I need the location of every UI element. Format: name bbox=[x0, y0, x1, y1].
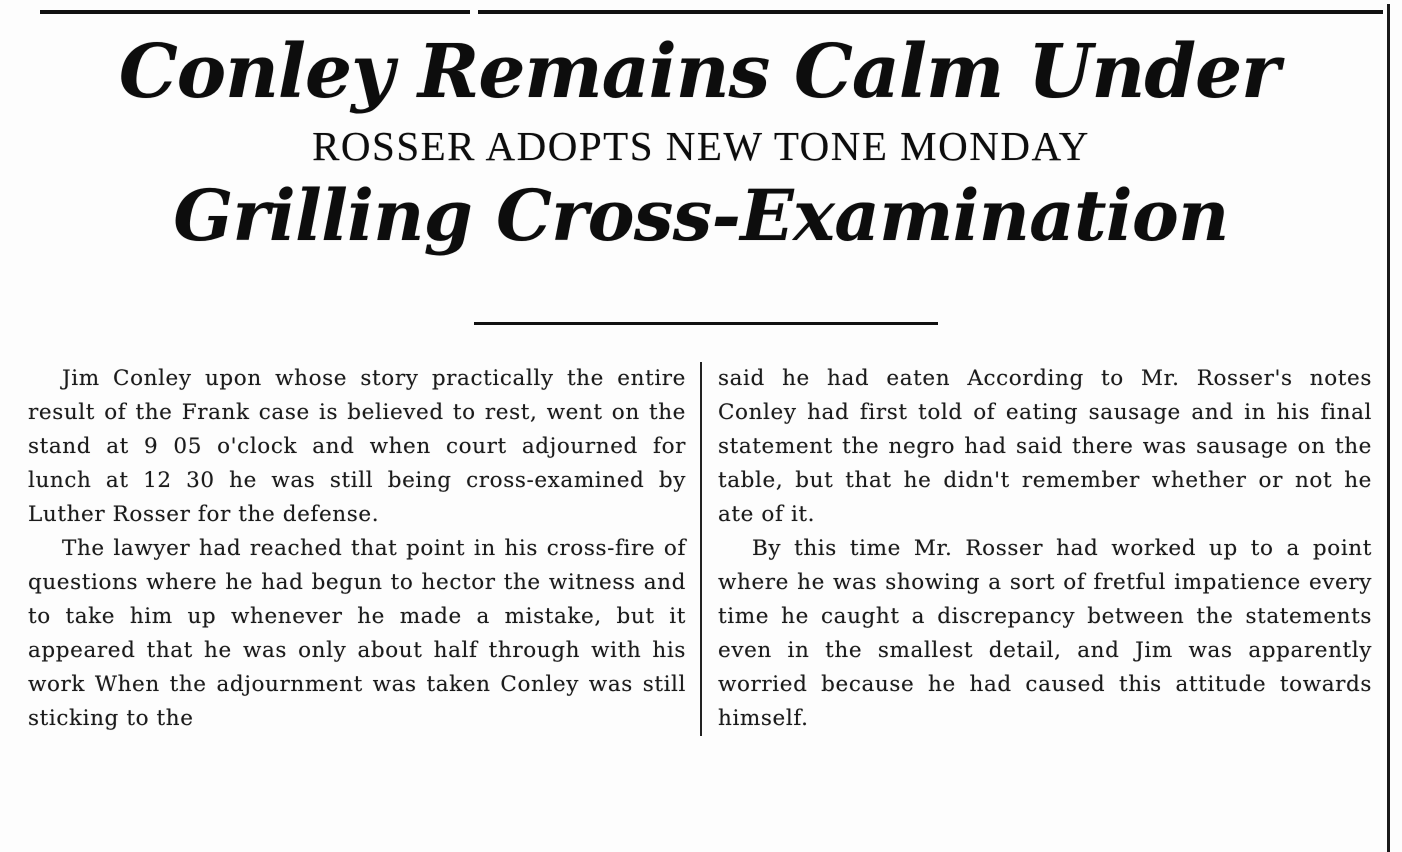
article-columns bbox=[28, 362, 1376, 736]
headline-line-1: Conley Remains Calm Under bbox=[118, 29, 1280, 115]
paragraph bbox=[28, 362, 686, 532]
headline-divider-rule bbox=[474, 322, 938, 325]
article-column-right bbox=[700, 362, 1372, 736]
subheadline: ROSSER ADOPTS NEW TONE MONDAY bbox=[312, 123, 1090, 169]
paragraph bbox=[718, 532, 1372, 736]
paragraph-text: said he had eaten According to Mr. Rosser's notes Conley had first told of eating sausage and in his final statement the negro had said there was sausage on the table, but that he didn't remember whether or not he ate of it. bbox=[718, 366, 1372, 527]
paragraph bbox=[28, 532, 686, 736]
article-column-left bbox=[28, 362, 700, 736]
paragraph bbox=[718, 362, 1372, 532]
headline-line-2: Grilling Cross-Examination bbox=[173, 174, 1229, 257]
headline-block bbox=[0, 30, 1402, 256]
paragraph-text: Jim Conley upon whose story practically the entire result of the Frank case is believed to rest, went on the stand at 9 05 o'clock and when court adjourned for lunch at 12 30 he was still being cross-examined by Luther Rosser for the defense. bbox=[28, 366, 686, 527]
paragraph-text: By this time Mr. Rosser had worked up to a point where he was showing a sort of fretful impatience every time he caught a discrepancy between the statements even in the smallest detail, and Jim was apparently worried because he had caused this attitude towards himself. bbox=[718, 536, 1372, 731]
paragraph-text: The lawyer had reached that point in his cross-fire of questions where he had begun to hector the witness and to take him up whenever he made a mistake, but it appeared that he was only about half through with his work When the adjournment was taken Conley was still sticking to the bbox=[28, 536, 686, 731]
top-rule-left bbox=[40, 10, 470, 14]
top-rule-right bbox=[478, 10, 1383, 14]
